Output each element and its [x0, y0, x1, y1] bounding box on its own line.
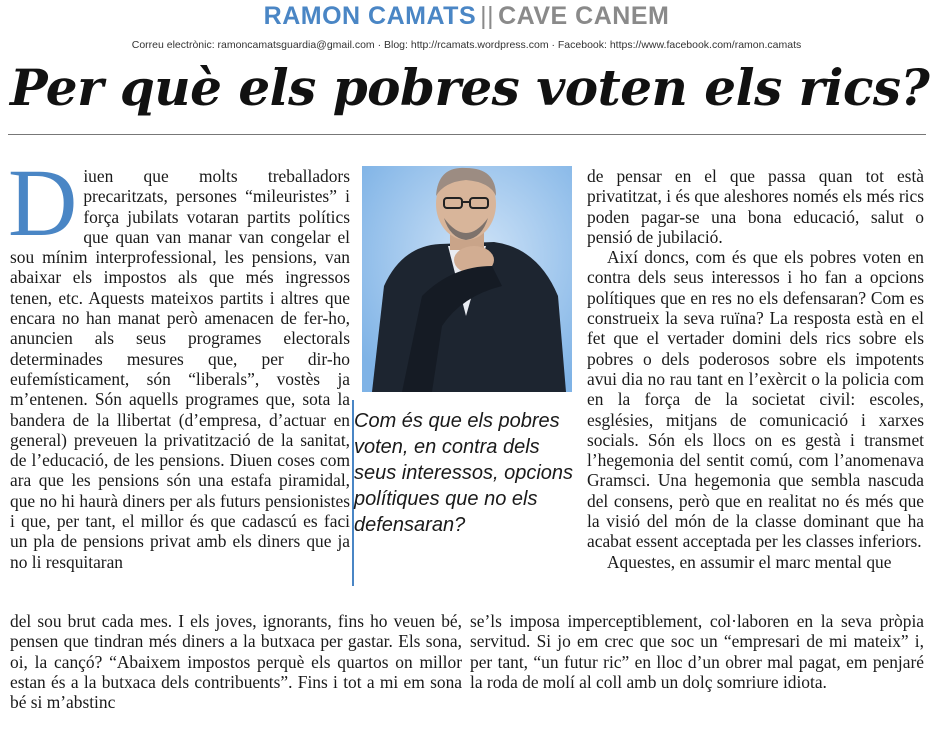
article-column-1-lower: [10, 611, 462, 712]
article-column-3-lower: [470, 611, 924, 692]
paragraph-1-text: iuen que molts treballadors precaritzats, persones “mileuristes” i força jubilats votaran partits polítics que quan van manar van congelar el sou mínim interprofessional, les pensions, van abaixar els impostos als que més ingressos tenen, etc. Aquests mateixos partits i altres que encara no han manat però amenacen de fer-ho, anuncien als seus programes electorals determinades mesures que, per dir-ho eufemísticament, són “liberals”, vostès ja m’entenen. Són aquells programes que, sota la bandera de la llibertat (d’empresa, d’actuar en general) preveuen la privatització de la sanitat, de l’educació, de les pensions. Diuen coses com ara que les pensions són una estafa piramidal, que no hi haurà diners per als futurs pensionistes i que, per tant, el millor és que cadascú es faci un pla de pensions privat amb els diners que ja no li resquitaran: [10, 166, 350, 572]
article-column-1: [8, 149, 350, 572]
paragraph-1-continued: del sou brut cada mes. I els joves, ignorants, fins ho veuen bé, pensen que tindran més diners a la butxaca per gastar. Els sona, oi, la cançó? “Abaixem impostos perquè els quartos on millor estan és a la butxaca dels contribuents”. Fins i tot a mi em sona bé si m’abstinc: [10, 611, 462, 713]
pullquote: Com és que els pobres voten, en contra dels seus interessos, opcions polítiques que no els defensaran?: [354, 410, 574, 536]
paragraph-1: [8, 149, 350, 572]
contact-line: Correu electrònic: ramoncamatsguardia@gmail.com · Blog: http://rcamats.wordpress.com · Facebook: https://www.facebook.com/ramon.camats: [131, 39, 802, 51]
masthead-separator: ||: [480, 2, 495, 30]
paragraph-3: Així doncs, com és que els pobres voten en contra dels seus interessos i ho fan a opcions polítiques que en res no els defensaran? Com es construeix la seva ruïna? La resposta està en el fet que el vertader domini dels rics sobre els pobres o dels poderosos sobre els impotents avui dia no rau tant en l’exèrcit o la policia com en la força de la societat civil: escoles, esglésies, mitjans de comunicació i xarxes socials. Són els llocs on es gestà i transmet l’hegemonia del sentit comú, com l’anomenava Gramsci. Una hegemonia que sembla nascuda del consens, però que en realitat no és més que la visió del món de la classe dominant que ha acabat essent acceptada per les classes inferiors.: [587, 247, 924, 552]
masthead: [0, 2, 933, 31]
headline: Per què els pobres voten els rics?: [10, 58, 930, 117]
paragraph-4-continued: se’ls imposa imperceptiblement, col·laboren en la seva pròpia servitud. Si jo em crec que soc un “empresari de mi mateix” i, per tant, “un futur ric” en lloc d’un obrer mal pagat, em penjaré la roda de molí al coll amb un dolç somriure idiota.: [470, 611, 924, 692]
headline-rule: [8, 134, 926, 135]
column-name: CAVE CANEM: [498, 2, 670, 30]
paragraph-2: de pensar en el que passa quan tot està privatitzat, i és que aleshores només els més rics poden pagar-se una bona educació, salut o pensió de jubilació.: [587, 166, 924, 247]
author-name: RAMON CAMATS: [263, 2, 477, 30]
paragraph-4-start: Aquestes, en assumir el marc mental que: [607, 551, 892, 572]
author-photo: [362, 166, 572, 392]
author-portrait-image: [362, 166, 572, 392]
drop-cap: D: [8, 149, 78, 256]
article-column-3: [587, 166, 924, 572]
